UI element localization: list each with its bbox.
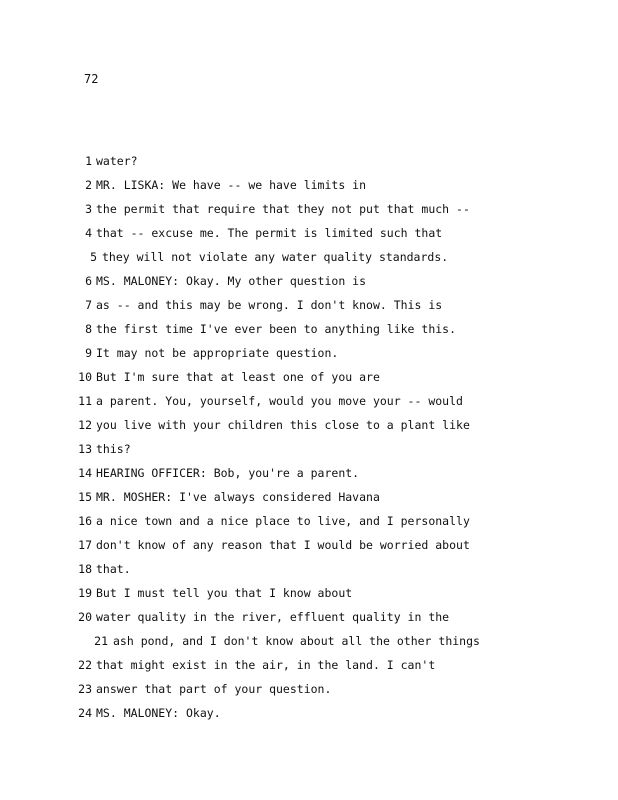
line-number: 23 [78, 682, 92, 696]
line-number: 5 [90, 250, 97, 264]
transcript-line [0, 296, 618, 320]
line-text: as -- and this may be wrong. I don't know. This is [96, 298, 443, 312]
line-number: 22 [78, 658, 92, 672]
transcript-line [0, 440, 618, 464]
line-text: ash pond, and I don't know about all the other things [113, 634, 480, 648]
line-number: 6 [85, 274, 92, 288]
line-number: 12 [78, 418, 92, 432]
line-number: 24 [78, 706, 92, 720]
line-text: But I'm sure that at least one of you are [96, 370, 380, 384]
line-text: It may not be appropriate question. [96, 346, 339, 360]
line-text: MR. MOSHER: I've always considered Havana [96, 490, 380, 504]
line-number: 8 [85, 322, 92, 336]
transcript-line [0, 368, 618, 392]
transcript-line [0, 248, 618, 272]
transcript-line [0, 512, 618, 536]
line-text: that might exist in the air, in the land. I can't [96, 658, 436, 672]
transcript-line [0, 392, 618, 416]
transcript-line [0, 536, 618, 560]
transcript-body [0, 152, 618, 728]
line-number: 15 [78, 490, 92, 504]
line-number: 13 [78, 442, 92, 456]
line-number: 21 [94, 634, 108, 648]
line-number: 10 [78, 370, 92, 384]
transcript-line [0, 704, 618, 728]
line-number: 14 [78, 466, 92, 480]
transcript-line [0, 584, 618, 608]
line-text: a parent. You, yourself, would you move your -- would [96, 394, 463, 408]
line-text: the first time I've ever been to anything like this. [96, 322, 457, 336]
line-text: MS. MALONEY: Okay. [96, 706, 221, 720]
line-number: 4 [85, 226, 92, 240]
line-text: But I must tell you that I know about [96, 586, 353, 600]
transcript-line [0, 200, 618, 224]
transcript-line [0, 344, 618, 368]
line-number: 19 [78, 586, 92, 600]
transcript-line [0, 176, 618, 200]
line-text: that. [96, 562, 131, 576]
line-text: don't know of any reason that I would be worried about [96, 538, 470, 552]
line-text: MR. LISKA: We have -- we have limits in [96, 178, 367, 192]
line-number: 3 [85, 202, 92, 216]
transcript-line [0, 152, 618, 176]
line-text: the permit that require that they not put that much -- [96, 202, 470, 216]
transcript-line [0, 608, 618, 632]
line-text: water quality in the river, effluent quality in the [96, 610, 450, 624]
line-text: this? [96, 442, 131, 456]
transcript-line [0, 272, 618, 296]
line-text: water? [96, 154, 138, 168]
line-number: 17 [78, 538, 92, 552]
transcript-line [0, 320, 618, 344]
line-text: that -- excuse me. The permit is limited such that [96, 226, 443, 240]
line-number: 11 [78, 394, 92, 408]
line-text: MS. MALONEY: Okay. My other question is [96, 274, 367, 288]
page-number: 72 [84, 72, 99, 86]
transcript-line [0, 560, 618, 584]
line-number: 1 [85, 154, 92, 168]
transcript-line [0, 680, 618, 704]
line-number: 20 [78, 610, 92, 624]
line-number: 18 [78, 562, 92, 576]
line-number: 9 [85, 346, 92, 360]
line-text: HEARING OFFICER: Bob, you're a parent. [96, 466, 360, 480]
line-text: answer that part of your question. [96, 682, 332, 696]
transcript-line [0, 464, 618, 488]
transcript-line [0, 224, 618, 248]
transcript-line [0, 488, 618, 512]
line-text: a nice town and a nice place to live, and I personally [96, 514, 470, 528]
line-number: 7 [85, 298, 92, 312]
transcript-line [0, 656, 618, 680]
line-text: you live with your children this close to a plant like [96, 418, 470, 432]
line-number: 2 [85, 178, 92, 192]
line-number: 16 [78, 514, 92, 528]
transcript-line [0, 632, 618, 656]
line-text: they will not violate any water quality standards. [102, 250, 449, 264]
transcript-line [0, 416, 618, 440]
